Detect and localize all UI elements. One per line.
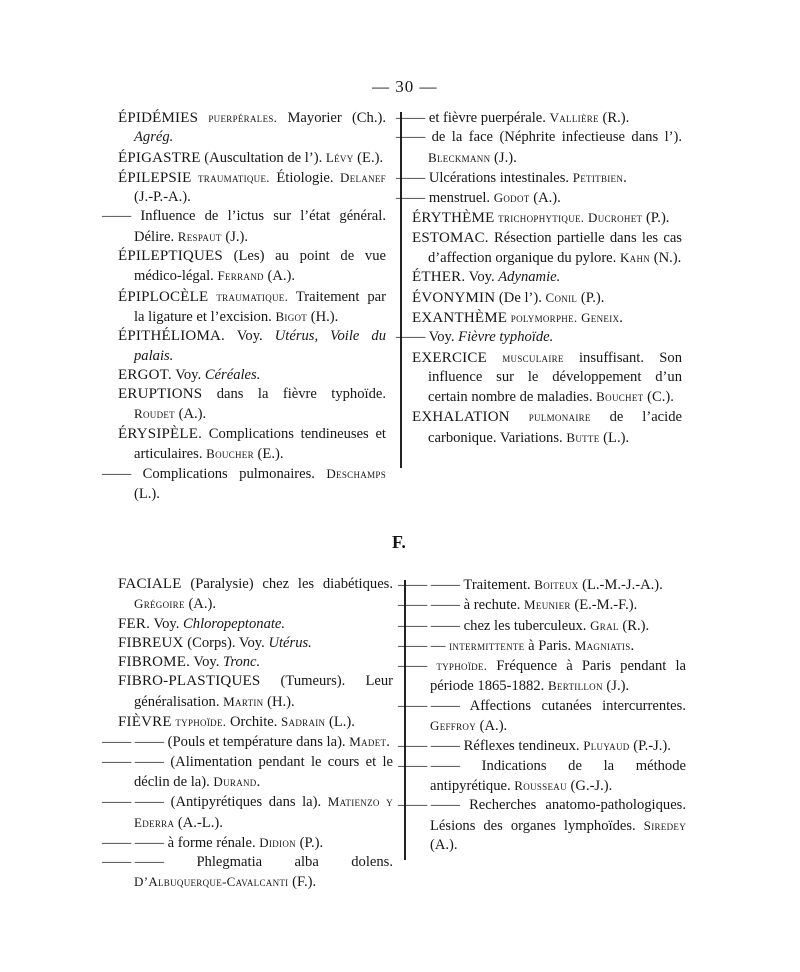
index-entry [398,656,686,697]
entry-author: Godot [493,190,530,206]
entry-initials: . [623,169,627,186]
entry-author: Pluyaud [583,738,630,754]
entry-text: Réflexes tendineux. [460,738,584,755]
entry-text: (Paralysie) chez les diabétiques. [181,576,393,592]
entry-text: Voy. [190,654,224,671]
entry-heading: FIBRO-PLASTIQUES [118,673,261,690]
entry-initials: (J.-P.-A.). [134,189,191,206]
entry-qualifier: traumatique. [216,288,289,304]
entry-text: (Les) au point de vue médico-légal. [134,248,386,285]
entry-reference: Chloropeptonate. [183,615,286,632]
entry-text: (Pouls et température dans la). [164,734,350,751]
entry-text: (Corps). Voy. [183,634,269,651]
entry-author: Martin [223,693,264,709]
entry-initials: (A.). [476,718,508,735]
entry-heading: ÉPITHÉLIOMA. [118,328,225,345]
entry-initials: (A.). [263,268,296,285]
entry-author: Sadrain [281,714,326,730]
entry-text: chez les tuberculeux. [460,617,591,634]
index-entry [412,348,682,408]
index-entry [102,792,393,833]
entry-initials: . [256,773,261,790]
entry-initials: (A.). [184,596,217,613]
index-entry [412,288,682,308]
entry-author: Boiteux [534,577,579,592]
entry-initials: (P.-J.). [629,738,671,755]
index-entry [412,268,682,287]
entry-author: Meunier [524,597,571,613]
entry-note: Agrég. [134,129,174,146]
entry-author: Magniatis [574,637,631,653]
entry-text: à Paris. [524,637,575,654]
index-entry [102,853,393,893]
entry-qualifier: traumatique. [197,169,270,185]
entry-author: Lévy [325,149,354,165]
entry-author: Boucher [206,446,254,462]
entry-dash: —— [396,329,426,346]
index-entry [118,672,393,712]
index-entry [118,108,386,148]
entry-author: D’Albuquerque-Cavalcanti [134,874,289,890]
entry-reference: Utérus. [268,634,312,651]
entry-author: Geneix [581,309,620,325]
entry-author: Didion [259,834,296,850]
entry-dash: —— [398,658,428,675]
entry-text: à forme rénale. [164,834,260,851]
entry-initials: (L.). [134,485,160,502]
entry-initials: (H.). [263,693,295,710]
entry-heading: ÉTHER. [412,269,466,286]
index-entry [398,736,686,756]
section-letter: F. [392,532,406,552]
entry-dash: —— —— [102,734,165,751]
entry-initials: . [619,309,623,326]
entry-dash: —— —— [102,854,165,871]
entry-dash: —— —— [102,834,165,851]
entry-dash: —— —— [398,697,461,714]
entry-dash: —— [102,466,132,483]
entry-author: Kahn [619,250,651,266]
entry-text: Ulcérations intestinales. [425,169,573,186]
entry-text: Voy. [150,615,184,632]
entry-text: Influence de l’ictus sur l’état général. Délire. [131,208,386,245]
entry-qualifier: trichophytique. [498,210,585,226]
entry-text: (Alimentation pendant le cours et le déclin de la). [134,753,393,790]
entry-heading: ÉVONYMIN [412,289,496,306]
index-entry [118,615,393,634]
entry-heading: ÉRYSIPÈLE. [118,425,203,442]
entry-reference: Céréales. [204,366,261,383]
entry-reference: Utérus, Voile du palais. [134,328,386,364]
entry-heading: FACIALE [118,576,182,592]
entry-dash: —— [102,208,132,225]
entry-text: Traitement. [460,577,535,593]
entry-initials: (R.). [618,617,650,634]
index-entry [118,634,393,653]
entry-qualifier: typhoïde. [175,714,227,730]
entry-author: Madet [349,734,387,750]
entry-qualifier: pulmonaire [528,409,591,425]
entry-initials: (C.). [643,389,674,406]
index-entry [118,385,386,425]
column-bottom-left [102,575,393,893]
entry-text: Voy. [425,329,459,346]
entry-text: Phlegmatia alba dolens. [164,854,393,871]
index-entry [118,653,393,672]
index-entry [118,287,386,328]
index-entry [396,108,682,128]
entry-initials: (P.). [295,834,324,851]
entry-heading: ÉRYTHÈME [412,210,495,227]
entry-author: Bouchet [596,389,644,405]
index-entry [398,636,686,656]
entry-text: Complications pulmonaires. [131,466,327,483]
entry-text: insuffisant. Son influence sur le développement d’un certain nombre de maladies. [428,349,682,406]
index-entry [398,796,686,855]
entry-author: Butte [566,429,600,445]
entry-dash: —— — [398,637,446,654]
entry-text: Orchite. [226,714,282,731]
entry-heading: EXERCICE [412,349,487,366]
entry-initials: (L.-M.-J.-A.). [578,577,663,593]
entry-dash: —— [396,129,426,146]
entry-author: Rousseau [514,777,567,793]
entry-text: Mayorier (Ch.). [277,110,386,126]
entry-text: de l’acide carbonique. Variations. [428,409,682,446]
entry-dash: —— [396,190,426,207]
index-entry [398,616,686,636]
entry-initials: (R.). [598,110,630,126]
entry-author: Durand [213,773,257,789]
index-entry [396,328,682,347]
entry-heading: ÉPILEPTIQUES [118,248,223,265]
index-entry [102,464,386,504]
entry-initials: (J.). [490,149,517,166]
entry-text: Affections cutanées intercurrentes. [460,697,686,714]
entry-dash: —— [396,110,426,126]
entry-text: Étiologie. [269,169,340,186]
entry-text: à rechute. [460,597,525,614]
entry-text: de la face (Néphrite infectieuse dans l’). [425,129,682,146]
entry-text: Voy. [465,269,499,286]
entry-heading: ERGOT. [118,366,172,383]
entry-heading: ÉPIGASTRE [118,149,201,166]
entry-initials: . [630,637,635,654]
entry-heading: EXANTHÈME [412,309,508,326]
entry-author: Ferrand [217,268,264,284]
entry-text: Résection partielle dans les cas d’affection organique du pylore. [428,229,682,267]
index-entry [118,366,386,385]
entry-author: Petitbien [572,169,624,185]
entry-qualifier: polymorphe. [510,309,578,325]
entry-text: Indications de la méthode antipyrétique. [430,757,686,794]
column-top-left [102,108,386,504]
entry-heading: FER. [118,615,151,632]
entry-initials: (A.-L.). [174,814,223,831]
entry-initials: (F.). [288,874,317,891]
entry-initials: (J.). [221,228,249,245]
entry-author: Conil [545,289,578,305]
entry-text: dans la fièvre typhoïde. [202,386,386,403]
index-entry [118,168,386,208]
column-top-right [396,108,682,448]
index-entry [398,575,686,595]
column-divider-top [400,112,402,468]
entry-initials: (P.). [577,289,605,306]
entry-initials: (N.). [650,250,682,267]
entry-author: Respaut [177,228,222,244]
entry-text: Recherches anatomo-pathologiques. Lésions des organes lymphoïdes. [430,797,686,834]
entry-heading: ÉPILEPSIE [118,169,192,186]
entry-dash: —— —— [102,794,165,811]
index-entry [102,732,393,752]
index-entry [398,697,686,737]
entry-heading: ESTOMAC. [412,229,489,246]
entry-author: Matienzo y Ederra [134,794,393,830]
index-entry [412,407,682,448]
page-number: — 30 — [372,77,438,96]
entry-heading: EXHALATION [412,409,510,426]
entry-text: Complications tendineuses et articulaires. [134,425,386,463]
index-entry [102,833,393,853]
entry-qualifier: puerpérales. [208,110,278,125]
index-entry [396,168,682,188]
entry-text: (De l’). [495,289,546,306]
column-bottom-right [398,575,686,855]
entry-text: (Auscultation de l’). [200,149,326,166]
entry-author: Geffroy [430,718,476,734]
index-entry [118,148,386,168]
index-entry [412,229,682,269]
index-entry [102,753,393,793]
entry-initials: (A.). [430,836,458,853]
entry-text: Fréquence à Paris pendant la période 1865-1882. [430,658,686,695]
index-entry [118,712,393,732]
entry-dash: —— —— [398,597,461,614]
entry-text: Traitement par la ligature et l’excision. [134,288,386,325]
entry-text: (Antipyrétiques dans la). [164,794,328,811]
entry-author: Bigot [275,308,308,324]
entry-author: Grégoire [134,596,185,612]
entry-reference: Adynamie. [498,269,561,286]
entry-dash: —— —— [398,797,461,814]
entry-initials: (E.). [253,446,284,463]
entry-author: Gral [590,617,619,633]
index-entry [398,757,686,797]
index-entry [412,308,682,328]
entry-initials: . [386,734,390,751]
entry-qualifier: intermittente [449,637,525,653]
entry-author: Delanef [340,169,386,185]
entry-text: Voy. [171,366,205,383]
entry-author: Bleckmann [428,149,491,165]
entry-heading: ERUPTIONS [118,386,203,403]
entry-text: (Tumeurs). Leur généralisation. [134,673,393,710]
entry-initials: (G.-J.). [566,777,613,794]
entry-reference: Tronc. [223,654,261,671]
entry-dash: —— —— [102,753,165,770]
entry-author: Siredey [643,817,686,833]
entry-author: Bertillon [547,678,603,694]
entry-qualifier: musculaire [502,349,564,365]
index-entry [398,595,686,615]
entry-heading: FIÈVRE [118,714,172,731]
entry-initials: (J.). [602,678,630,695]
entry-initials: (L.). [599,429,630,446]
entry-heading: FIBROME. [118,654,191,671]
entry-initials: (A.). [529,190,561,207]
entry-author: Vallière [549,110,599,125]
entry-text: Voy. [224,328,275,345]
entry-text: menstruel. [425,190,494,207]
entry-heading: ÉPIPLOCÈLE [118,288,209,305]
entry-heading: ÉPIDÉMIES [118,110,199,126]
entry-initials: (L.). [325,714,355,731]
index-entry [118,327,386,366]
index-entry [118,575,393,615]
entry-initials: (A.). [174,406,207,423]
entry-dash: —— —— [398,757,461,774]
entry-initials: (H.). [307,308,339,325]
index-entry [118,247,386,287]
entry-author: Deschamps [326,466,386,482]
entry-dash: —— —— [398,617,461,634]
index-entry [396,188,682,208]
entry-text: et fièvre puerpérale. [425,110,550,126]
entry-dash: —— —— [398,577,461,593]
index-entry [396,128,682,168]
entry-initials: (E.-M.-F.). [570,597,638,614]
entry-initials: (P.). [642,210,670,227]
entry-dash: —— [396,169,426,186]
index-entry [118,425,386,465]
entry-reference: Fièvre typhoïde. [458,329,554,346]
entry-author: Roudet [134,406,175,422]
entry-initials: (E.). [353,149,384,166]
entry-heading: FIBREUX [118,634,184,651]
entry-dash: —— —— [398,738,461,755]
entry-author: Ducrohet [588,210,643,226]
index-entry [412,208,682,228]
entry-qualifier: typhoïde. [436,658,488,674]
index-entry [102,207,386,247]
